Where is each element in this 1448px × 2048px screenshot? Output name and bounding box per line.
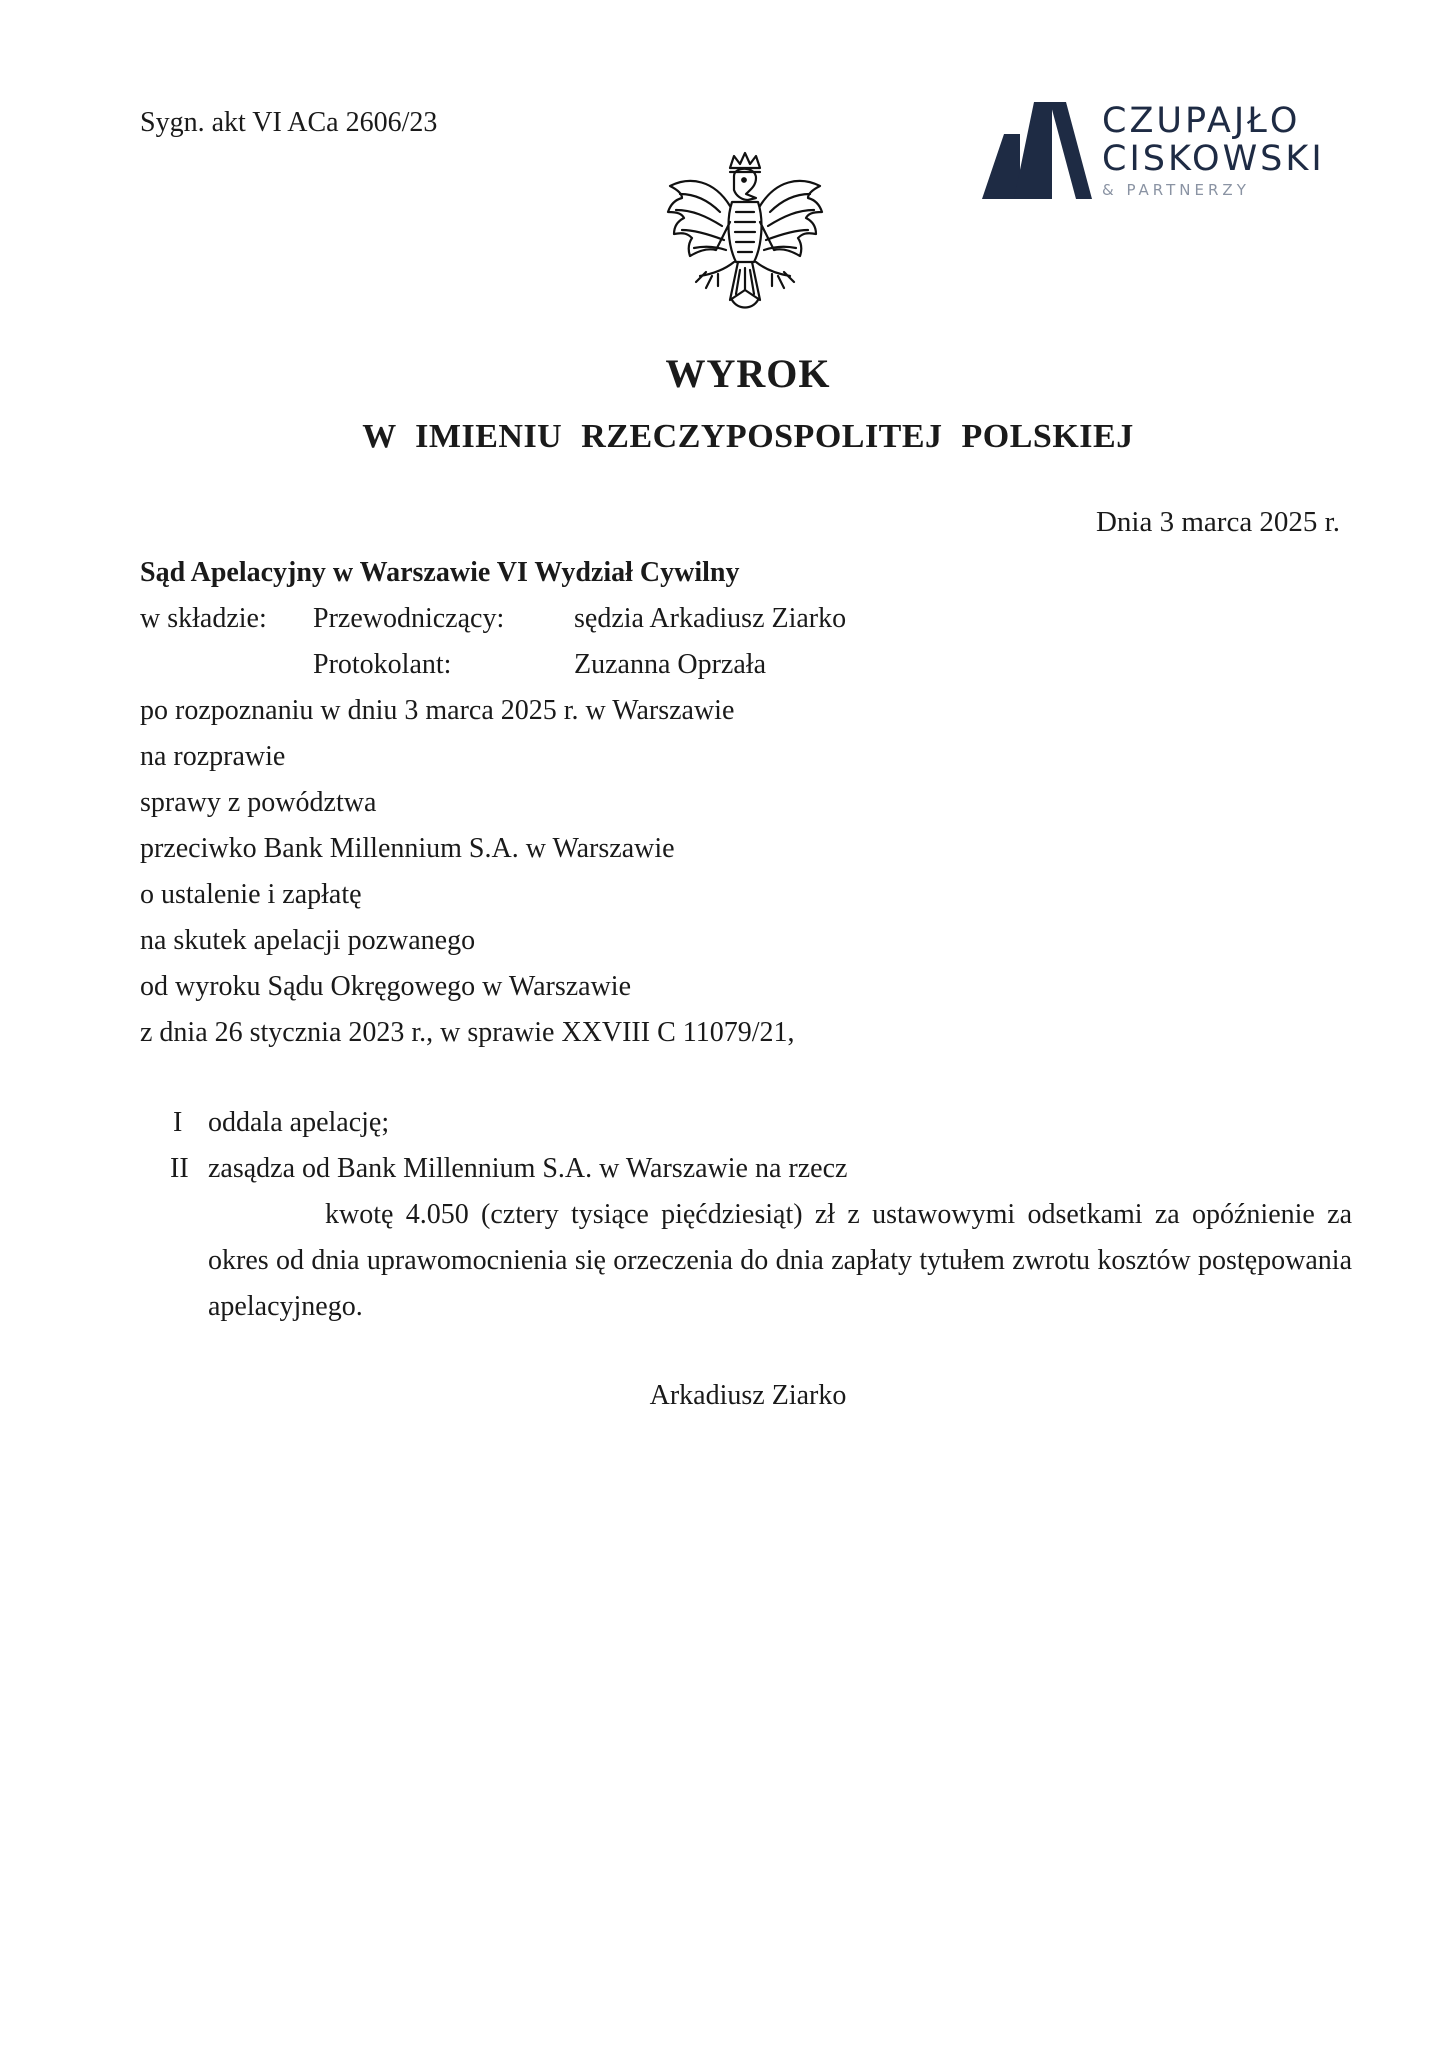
logo-line-2: CISKOWSKI — [1102, 139, 1325, 179]
ruling-continuation-text: kwotę 4.050 (cztery tysiące pięćdziesiąt) zł z ustawowymi odsetkami za opóźnienie za okres od dnia uprawomocnienia się orzeczenia do dnia zapłaty tytułem zwrotu kosztów postępowania apelacyjnego. — [208, 1199, 1352, 1322]
clerk-role: Protokolant: — [313, 649, 452, 680]
logo-mark-icon — [982, 102, 1092, 200]
court-name: Sąd Apelacyjny w Warszawie VI Wydział Cywilny — [140, 557, 740, 588]
paragraph-line: na skutek apelacji pozwanego — [140, 925, 476, 956]
composition-label: w składzie: — [140, 603, 267, 634]
clerk-name: Zuzanna Oprzała — [574, 649, 766, 680]
logo-line-1: CZUPAJŁO — [1102, 101, 1301, 141]
law-firm-logo — [982, 102, 1342, 202]
paragraph-line: z dnia 26 stycznia 2023 r., w sprawie XXVIII C 11079/21, — [140, 1017, 795, 1048]
logo-line-3: & PARTNERZY — [1102, 181, 1250, 199]
paragraph-line: sprawy z powództwa — [140, 787, 377, 818]
paragraph-line: przeciwko Bank Millennium S.A. w Warszawie — [140, 833, 675, 864]
judgment-date: Dnia 3 marca 2025 r. — [1095, 506, 1340, 538]
document-subtitle: W IMIENIU RZECZYPOSPOLITEJ POLSKIEJ — [362, 418, 1134, 455]
judge-signature: Arkadiusz Ziarko — [649, 1380, 847, 1411]
chair-name: sędzia Arkadiusz Ziarko — [574, 603, 847, 634]
chair-role: Przewodniczący: — [313, 603, 505, 634]
paragraph-line: o ustalenie i zapłatę — [140, 879, 362, 910]
paragraph-line: po rozpoznaniu w dniu 3 marca 2025 r. w Warszawie — [140, 695, 735, 726]
ruling-number: II — [170, 1153, 189, 1184]
case-signature: Sygn. akt VI ACa 2606/23 — [140, 107, 438, 138]
paragraph-line: na rozprawie — [140, 741, 286, 772]
ruling-number: I — [173, 1107, 183, 1138]
ruling-continuation — [208, 1192, 1352, 1330]
paragraph-line: od wyroku Sądu Okręgowego w Warszawie — [140, 971, 631, 1002]
polish-eagle-emblem-icon — [660, 150, 830, 320]
ruling-text: zasądza od Bank Millennium S.A. w Warszawie na rzecz — [208, 1153, 848, 1184]
document-title: WYROK — [665, 351, 831, 396]
ruling-text: oddala apelację; — [208, 1107, 390, 1138]
